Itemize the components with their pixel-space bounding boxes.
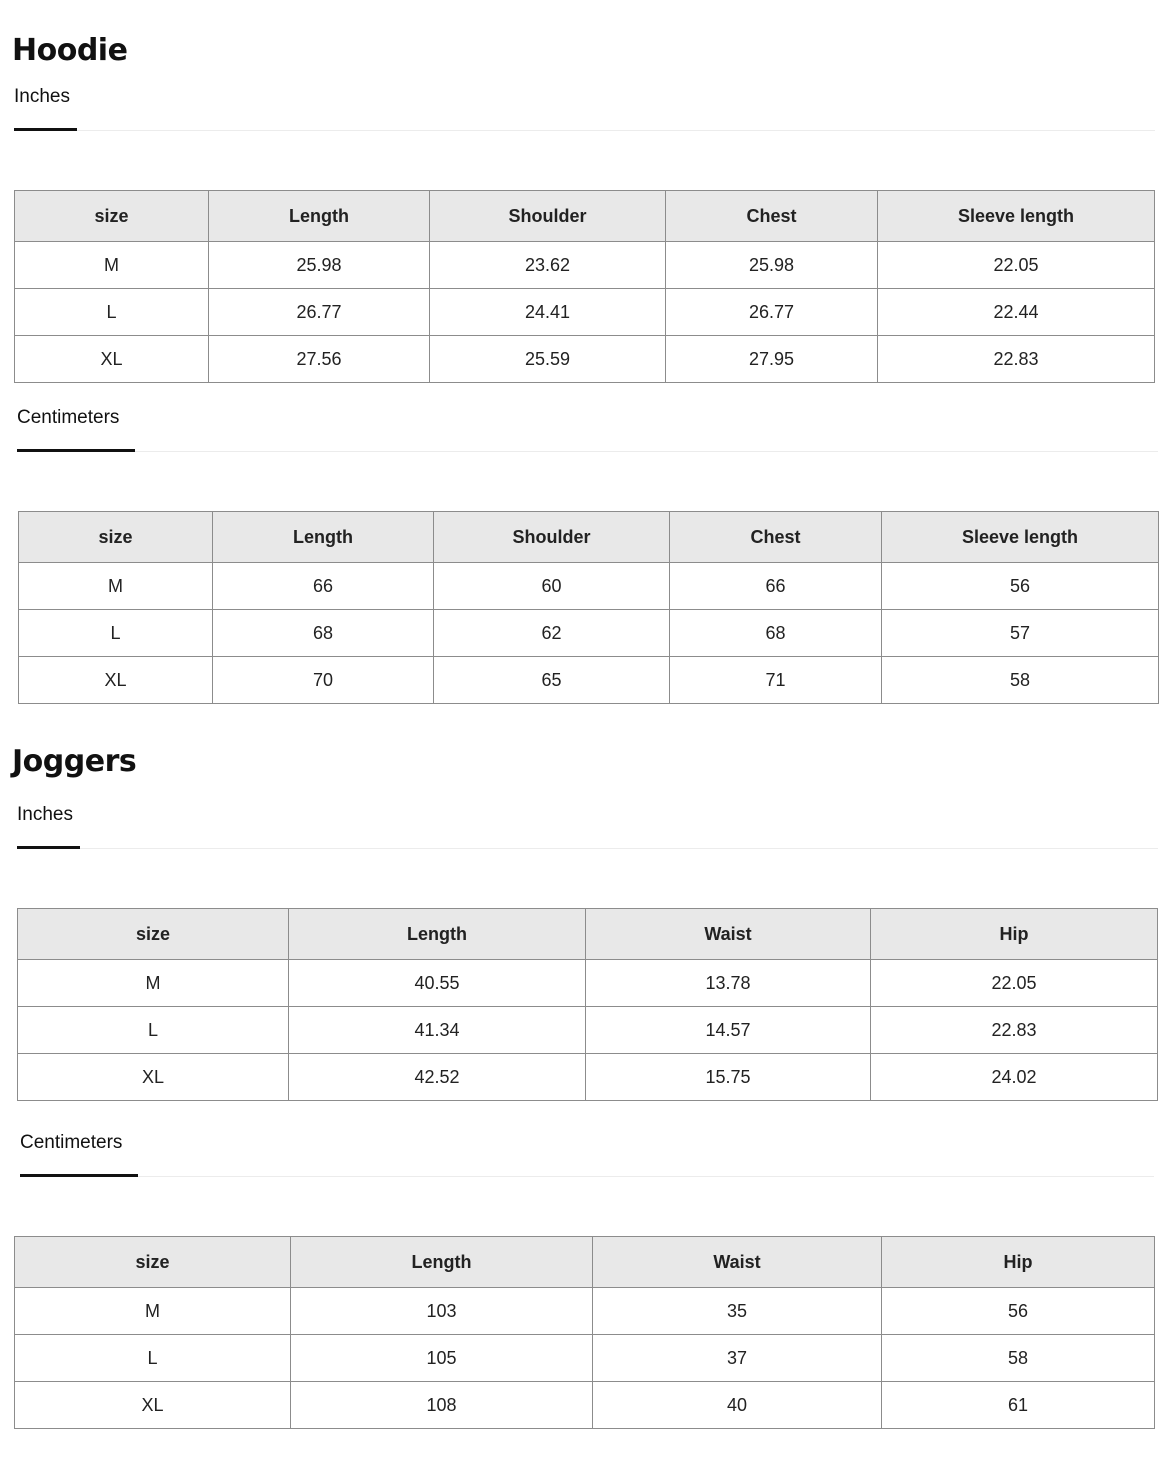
table-cell: 22.44 xyxy=(878,289,1155,336)
table-cell: 22.83 xyxy=(878,336,1155,383)
column-header-sleeve-length: Sleeve length xyxy=(882,512,1159,563)
hoodie-inches-table xyxy=(14,190,1155,383)
table-cell: 15.75 xyxy=(586,1054,871,1101)
hoodie-centimeters-tab-underline xyxy=(17,449,135,452)
table-row xyxy=(19,610,1159,657)
table-row xyxy=(18,960,1158,1007)
column-header-hip: Hip xyxy=(882,1237,1155,1288)
joggers-inches-divider xyxy=(80,848,1158,849)
table-cell: 27.56 xyxy=(209,336,430,383)
hoodie-centimeters-tab[interactable]: Centimeters xyxy=(17,407,120,428)
table-cell: 26.77 xyxy=(209,289,430,336)
column-header-size: size xyxy=(19,512,213,563)
table-cell: 108 xyxy=(291,1382,593,1429)
hoodie-centimeters-table xyxy=(18,511,1159,704)
table-cell: 25.98 xyxy=(209,242,430,289)
table-cell: 58 xyxy=(882,657,1159,704)
column-header-shoulder: Shoulder xyxy=(434,512,670,563)
table-cell: 40.55 xyxy=(289,960,586,1007)
hoodie-inches-divider xyxy=(77,130,1155,131)
table-cell: M xyxy=(18,960,289,1007)
table-cell: 70 xyxy=(213,657,434,704)
table-row xyxy=(15,1382,1155,1429)
column-header-waist: Waist xyxy=(593,1237,882,1288)
table-cell: 65 xyxy=(434,657,670,704)
table-cell: 58 xyxy=(882,1335,1155,1382)
table-cell: L xyxy=(15,1335,291,1382)
hoodie-inches-tab-underline xyxy=(14,128,77,131)
table-cell: 35 xyxy=(593,1288,882,1335)
table-cell: 62 xyxy=(434,610,670,657)
table-cell: 24.02 xyxy=(871,1054,1158,1101)
column-header-hip: Hip xyxy=(871,909,1158,960)
column-header-waist: Waist xyxy=(586,909,871,960)
column-header-size: size xyxy=(15,1237,291,1288)
column-header-chest: Chest xyxy=(670,512,882,563)
table-row xyxy=(15,1288,1155,1335)
table-cell: 71 xyxy=(670,657,882,704)
table-cell: 56 xyxy=(882,563,1159,610)
table-cell: 42.52 xyxy=(289,1054,586,1101)
table-cell: 26.77 xyxy=(666,289,878,336)
column-header-chest: Chest xyxy=(666,191,878,242)
hoodie-centimeters-divider xyxy=(135,451,1158,452)
column-header-length: Length xyxy=(291,1237,593,1288)
column-header-sleeve-length: Sleeve length xyxy=(878,191,1155,242)
table-cell: 23.62 xyxy=(430,242,666,289)
table-cell: L xyxy=(15,289,209,336)
table-cell: 68 xyxy=(670,610,882,657)
table-cell: XL xyxy=(15,336,209,383)
table-row xyxy=(15,242,1155,289)
table-cell: 56 xyxy=(882,1288,1155,1335)
table-cell: 25.59 xyxy=(430,336,666,383)
joggers-inches-tab[interactable]: Inches xyxy=(17,804,73,825)
table-cell: XL xyxy=(15,1382,291,1429)
table-cell: 103 xyxy=(291,1288,593,1335)
table-cell: M xyxy=(15,1288,291,1335)
table-cell: 14.57 xyxy=(586,1007,871,1054)
joggers-inches-table xyxy=(17,908,1158,1101)
column-header-shoulder: Shoulder xyxy=(430,191,666,242)
table-cell: 66 xyxy=(213,563,434,610)
table-cell: 40 xyxy=(593,1382,882,1429)
joggers-centimeters-table xyxy=(14,1236,1155,1429)
table-header-row xyxy=(15,1237,1155,1288)
table-row xyxy=(15,289,1155,336)
table-cell: 61 xyxy=(882,1382,1155,1429)
column-header-length: Length xyxy=(209,191,430,242)
column-header-length: Length xyxy=(289,909,586,960)
table-row xyxy=(18,1007,1158,1054)
hoodie-section-title: Hoodie xyxy=(12,33,128,68)
table-cell: 60 xyxy=(434,563,670,610)
column-header-size: size xyxy=(18,909,289,960)
joggers-centimeters-divider xyxy=(138,1176,1154,1177)
table-cell: 22.05 xyxy=(871,960,1158,1007)
table-cell: 27.95 xyxy=(666,336,878,383)
table-row xyxy=(15,336,1155,383)
hoodie-inches-tab[interactable]: Inches xyxy=(14,86,70,107)
table-row xyxy=(19,563,1159,610)
table-cell: M xyxy=(15,242,209,289)
joggers-inches-tab-underline xyxy=(17,846,80,849)
table-cell: 66 xyxy=(670,563,882,610)
table-cell: 24.41 xyxy=(430,289,666,336)
table-cell: XL xyxy=(18,1054,289,1101)
table-header-row xyxy=(19,512,1159,563)
table-cell: 41.34 xyxy=(289,1007,586,1054)
table-cell: 25.98 xyxy=(666,242,878,289)
table-cell: 68 xyxy=(213,610,434,657)
table-cell: M xyxy=(19,563,213,610)
table-cell: 13.78 xyxy=(586,960,871,1007)
table-row xyxy=(19,657,1159,704)
table-cell: L xyxy=(19,610,213,657)
joggers-centimeters-tab[interactable]: Centimeters xyxy=(20,1132,123,1153)
table-cell: 57 xyxy=(882,610,1159,657)
joggers-section-title: Joggers xyxy=(12,744,137,779)
table-row xyxy=(18,1054,1158,1101)
table-cell: 37 xyxy=(593,1335,882,1382)
table-cell: 22.05 xyxy=(878,242,1155,289)
column-header-length: Length xyxy=(213,512,434,563)
table-cell: XL xyxy=(19,657,213,704)
table-row xyxy=(15,1335,1155,1382)
table-cell: 22.83 xyxy=(871,1007,1158,1054)
table-cell: L xyxy=(18,1007,289,1054)
table-cell: 105 xyxy=(291,1335,593,1382)
table-header-row xyxy=(15,191,1155,242)
table-header-row xyxy=(18,909,1158,960)
column-header-size: size xyxy=(15,191,209,242)
joggers-centimeters-tab-underline xyxy=(20,1174,138,1177)
